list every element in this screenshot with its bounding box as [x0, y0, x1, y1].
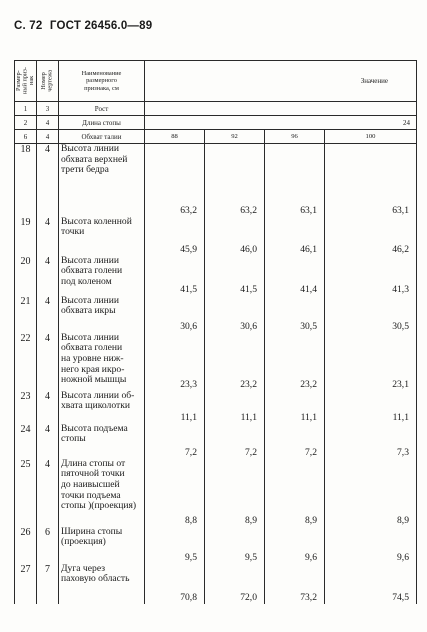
feature-name: Высота линии обхвата голени на уровне ниж- него края икро- ножной мышцы: [59, 333, 145, 391]
page-number: С. 72: [14, 20, 43, 32]
page-header: [14, 20, 156, 32]
drawing-number: 4: [37, 256, 59, 296]
feature-number: 22: [15, 333, 37, 391]
value-cell: 41,3: [325, 256, 417, 296]
value-cell: 7,2: [265, 424, 325, 459]
col-head-value: Значение: [145, 61, 417, 102]
value-cell: 8,9: [325, 459, 417, 527]
feature-number: 24: [15, 424, 37, 459]
value-cell: 45,9: [145, 217, 205, 256]
value-cell: 9,5: [205, 527, 265, 564]
head-row-waist: 6 4 Обхват талии 88 92 96 100: [15, 130, 417, 144]
size-100: 100: [325, 130, 417, 144]
head-row-height: 1 3 Рост: [15, 102, 417, 116]
value-cell: 41,5: [205, 256, 265, 296]
table-row: [15, 144, 417, 217]
table-head: [15, 61, 417, 144]
size-92: 92: [205, 130, 265, 144]
feature-number: 21: [15, 296, 37, 333]
value-cell: 30,5: [325, 296, 417, 333]
value-cell: 23,3: [145, 333, 205, 391]
value-cell: 41,5: [145, 256, 205, 296]
value-cell: 7,2: [205, 424, 265, 459]
value-cell: 8,9: [265, 459, 325, 527]
value-cell: 8,8: [145, 459, 205, 527]
feature-name: Высота коленной точки: [59, 217, 145, 256]
value-cell: 23,1: [325, 333, 417, 391]
value-cell: 11,1: [145, 391, 205, 424]
value-cell: 11,1: [205, 391, 265, 424]
value-cell: 9,6: [265, 527, 325, 564]
value-cell: 8,9: [205, 459, 265, 527]
drawing-number: 4: [37, 391, 59, 424]
value-cell: 11,1: [325, 391, 417, 424]
drawing-number: 4: [37, 424, 59, 459]
value-cell: 11,1: [265, 391, 325, 424]
table-row: [15, 424, 417, 459]
feature-name: Высота линии обхвата верхней трети бедра: [59, 144, 145, 217]
table-row: [15, 296, 417, 333]
feature-name: Высота линии обхвата голени под коленом: [59, 256, 145, 296]
value-cell: 41,4: [265, 256, 325, 296]
value-cell: 46,1: [265, 217, 325, 256]
feature-name: Высота линии обхвата икры: [59, 296, 145, 333]
value-cell: 72,0: [205, 564, 265, 604]
measurement-table: [14, 60, 417, 604]
value-cell: 23,2: [265, 333, 325, 391]
feature-name: Высота линии об- хвата щиколотки: [59, 391, 145, 424]
value-cell: 9,5: [145, 527, 205, 564]
feature-number: 23: [15, 391, 37, 424]
table-row: [15, 527, 417, 564]
value-cell: 30,5: [265, 296, 325, 333]
value-cell: 70,8: [145, 564, 205, 604]
feature-name: Дуга через паховую область: [59, 564, 145, 604]
size-96: 96: [265, 130, 325, 144]
value-cell: 7,2: [145, 424, 205, 459]
drawing-number: 7: [37, 564, 59, 604]
value-cell: 46,2: [325, 217, 417, 256]
standard-code: ГОСТ 26456.0—89: [49, 20, 153, 32]
feature-number: 26: [15, 527, 37, 564]
feature-number: 27: [15, 564, 37, 604]
value-cell: 30,6: [205, 296, 265, 333]
value-cell: 9,6: [325, 527, 417, 564]
value-cell: 63,2: [145, 144, 205, 217]
value-cell: 74,5: [325, 564, 417, 604]
col-head-drawing: Номер чертежа: [37, 61, 59, 102]
drawing-number: 4: [37, 144, 59, 217]
col-head-feature: Размер- ный приз- нак: [15, 61, 37, 102]
feature-number: 25: [15, 459, 37, 527]
col-head-name: Наименование размерного признака, см: [59, 61, 145, 102]
feature-name: Высота подъема стопы: [59, 424, 145, 459]
drawing-number: 4: [37, 217, 59, 256]
table-row: [15, 391, 417, 424]
value-cell: 30,6: [145, 296, 205, 333]
table-body: [15, 144, 417, 604]
table-row: [15, 459, 417, 527]
drawing-number: 4: [37, 333, 59, 391]
table-row: [15, 217, 417, 256]
value-cell: 7,3: [325, 424, 417, 459]
value-cell: 73,2: [265, 564, 325, 604]
value-cell: 23,2: [205, 333, 265, 391]
feature-name: Ширина стопы (проекция): [59, 527, 145, 564]
drawing-number: 6: [37, 527, 59, 564]
feature-name: Длина стопы от пяточной точки до наивысшей точки подъема стопы )(проекция): [59, 459, 145, 527]
feature-number: 18: [15, 144, 37, 217]
table-row: [15, 333, 417, 391]
value-cell: 63,1: [325, 144, 417, 217]
value-cell: 46,0: [205, 217, 265, 256]
feature-number: 19: [15, 217, 37, 256]
table-row: [15, 256, 417, 296]
value-cell: 63,2: [205, 144, 265, 217]
drawing-number: 4: [37, 459, 59, 527]
drawing-number: 4: [37, 296, 59, 333]
head-row-foot-length: 2 4 Длина стопы 24: [15, 116, 417, 130]
size-88: 88: [145, 130, 205, 144]
value-cell: 63,1: [265, 144, 325, 217]
feature-number: 20: [15, 256, 37, 296]
table-row: [15, 564, 417, 604]
